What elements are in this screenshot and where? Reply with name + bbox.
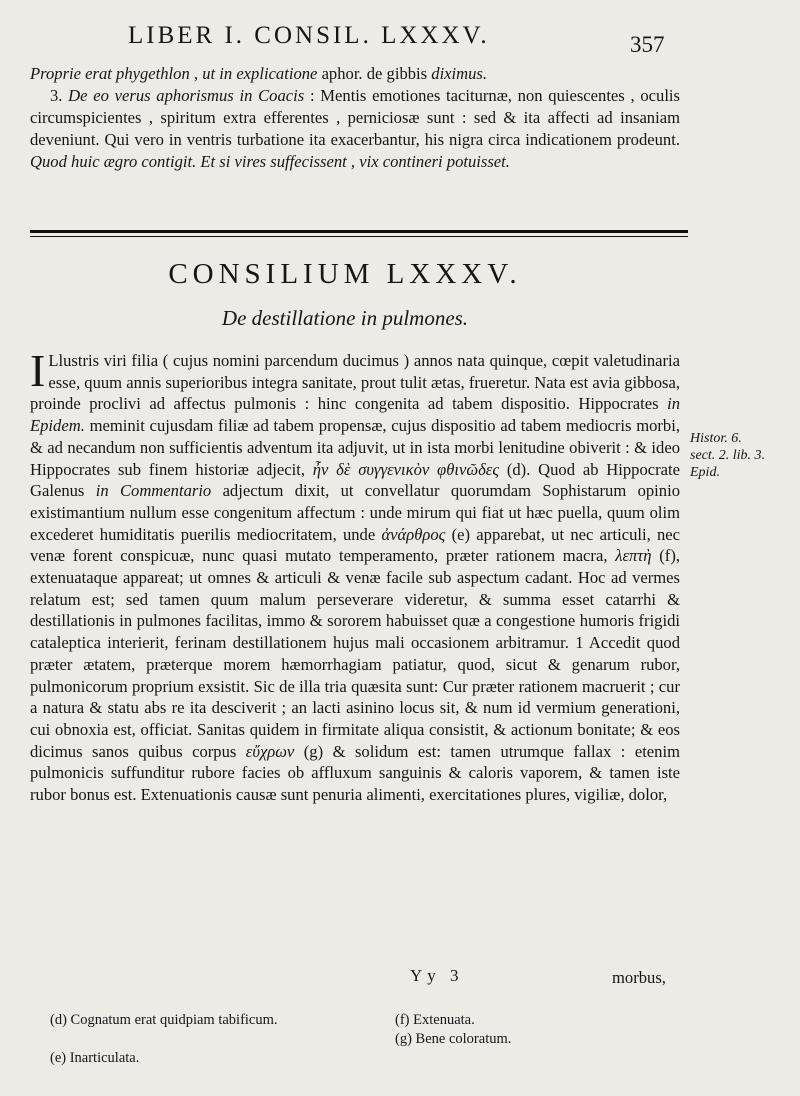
footnote-text: Extenuata. — [409, 1012, 475, 1028]
greek-word-2: ἀνάρθρος — [381, 524, 446, 544]
paragraph-number: 3. — [50, 86, 63, 105]
section-rule-thick — [30, 230, 688, 233]
intro-roman: aphor. de gibbis — [317, 64, 432, 83]
intro-text — [30, 63, 680, 173]
body-text-3: (d). Quod ab Hippocrate Galenus — [30, 459, 681, 501]
section-rule-thin — [30, 236, 688, 237]
running-header: LIBER I. CONSIL. LXXXV. — [128, 22, 490, 49]
intro-italic: Proprie erat phygethlon , ut in explicatione — [30, 64, 318, 83]
intro-line-1 — [30, 63, 680, 85]
margin-note-line-1: Histor. 6. — [690, 431, 742, 446]
body-text-4: adjectum dixit, ut convellatur quorumdam Sophistarum opinio existimantium nullum esse congenitum affectum : unde mirum qui fiat ut hæc puella, quum olim excederet humiditatis puerilis mediocritatem, unde — [30, 481, 681, 544]
footnote-text: Bene coloratum. — [411, 1031, 512, 1047]
body-text-1: Llustris viri filia ( cujus nomini parcendum ducimus ) annos nata quinque, cœpit valetudinaria esse, quum annis superioribus integra sanitate, prout tulit ætas, frueretur. Nata est avia gibbosa, proinde proclivi ad affectus pulmonis : hinc congenita ad tabem dispositio. Hippocrates — [30, 351, 680, 414]
consilium-body — [30, 345, 681, 806]
para3-italic-end: Quod huic ægro contigit. Et si vires suffecissent , vix contineri potuisset. — [30, 152, 510, 171]
body-italic-2: in Commentario — [95, 481, 212, 501]
margin-note — [690, 430, 790, 481]
footnote-e — [50, 1048, 139, 1069]
footnote-f — [395, 1010, 475, 1031]
footnote-text: Cognatum erat quidpiam tabificum. — [66, 1012, 278, 1028]
greek-phrase-1: ἦν δὲ συγγενικὸν φθινῶδες — [312, 459, 500, 479]
catchword: morbus, — [612, 968, 666, 987]
consilium-title: CONSILIUM LXXXV. — [168, 258, 522, 290]
drop-cap: I — [30, 345, 46, 396]
footnote-mark: (g) — [395, 1031, 412, 1047]
margin-note-line-2: sect. 2. lib. 3. — [690, 448, 766, 463]
body-text-2: meminit cujusdam filiæ ad tabem propensæ, cujus dispositio ad tabem mediocris morbi, & ad necandum non sufficientis adventum ita adjuvit, ut in ista morbi lenitudine obiverit : & ideo Hippocrates sub finem historiæ adjecit, — [30, 416, 680, 479]
page-number: 357 — [630, 32, 665, 57]
footnote-d — [50, 1010, 278, 1031]
para3-italic: De eo verus aphorismus in Coacis — [62, 86, 305, 105]
footnote-mark: (d) — [50, 1012, 67, 1028]
para3-roman: : Mentis emotiones taciturnæ, non quiescentes , oculis circumspicientes , spiritum extra efferentes , perniciosæ sunt : sed & ita affecti ad insaniam deveniunt. Qui vero in ventris turbatione ita exacerbantur, his nigra circa indicationem prodeunt. — [30, 86, 680, 149]
margin-note-line-3: Epid. — [690, 465, 720, 480]
footnote-g — [395, 1029, 511, 1050]
intro-italic-end: diximus. — [431, 64, 488, 83]
greek-word-3: λεπτὴ — [615, 546, 652, 566]
footnote-text: Inarticulata. — [66, 1050, 140, 1066]
footnote-mark: (f) — [395, 1012, 410, 1028]
signature-mark: Yy 3 — [410, 966, 464, 985]
body-italic-1: in Epidem. — [30, 394, 680, 436]
body-text-5: (e) apparebat, ut nec articuli, nec venæ forent conspicuæ, nunc quasi mutato temperamento, præter rationem macra, — [30, 524, 681, 566]
body-text-7: (g) & solidum est: tamen utrumque fallax : etenim pulmonicis suffunditur rubore facies ob affluxum sanguinis & caloris vaporem, & tamen iste rubor bonus est. Extenuationis causæ sunt penuria alimenti, exercitationes plures, vigiliæ, dolor, — [30, 741, 680, 805]
footnote-mark: (e) — [50, 1050, 67, 1066]
intro-paragraph-3 — [30, 85, 680, 173]
consilium-subtitle: De destillatione in pulmones. — [221, 306, 469, 330]
greek-word-4: εὔχρων — [245, 741, 295, 761]
body-text-6: (f), extenuataque appareat; ut omnes & articuli & venæ facile sub aspectum cadant. Hoc ad vermes relatum est; sed tamen quum malum perseverare videretur, & summa esset catarrhi & destillationis in pulmones facilitas, immo & sororem habuisset quæ a congestione humoris frigidi cataleptica interierit, ferinam destillationem hujus mali occasionem arbitramur. 1 Accedit quod præter ætatem, præterque morem hæmorrhagiam patiatur, quod, sicut & genarum rubor, pulmonicorum proprium exsistit. Sic de illa tria quæsita sunt: Cur præter rationem macruerit ; cur a natura & statu abs re ita desciverit ; an lacti asinino locus sit, & num id vermium generationi, cui obnoxia est, officiat. Sanitas quidem in firmitate aliqua consistit, & actionum bonitate; & eos dicimus sanos quibus corpus — [30, 546, 681, 761]
